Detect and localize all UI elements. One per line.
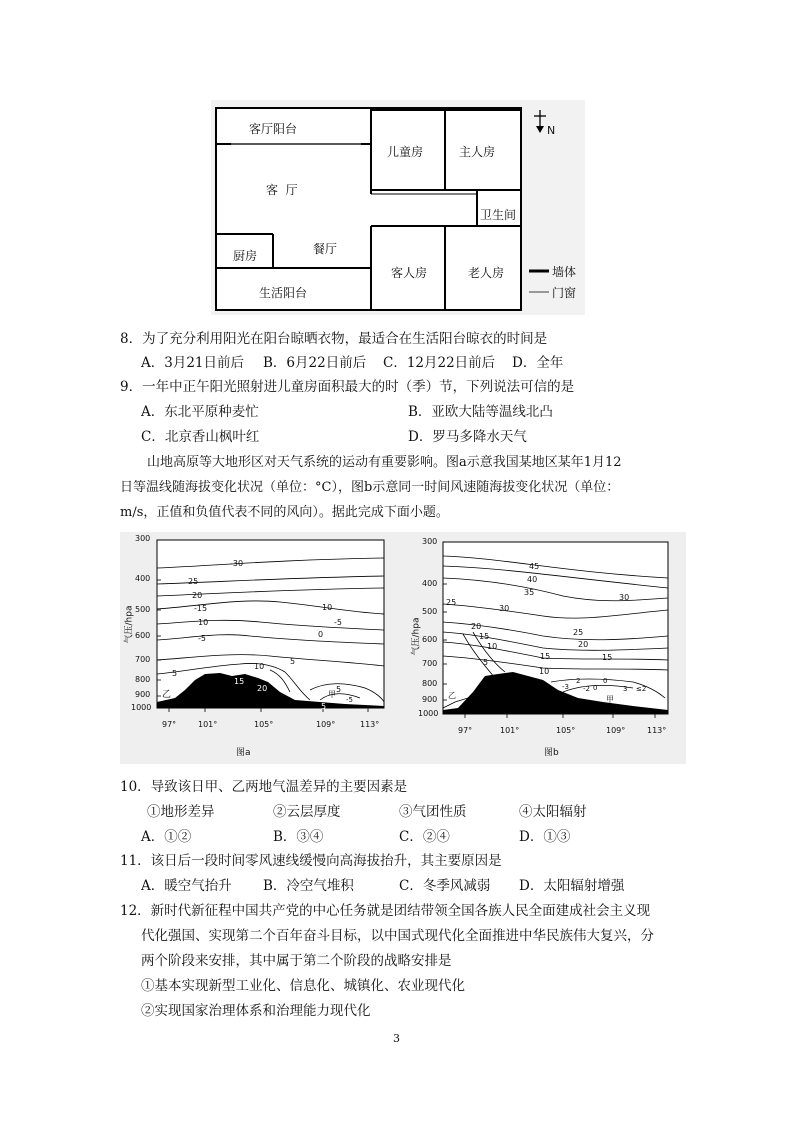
room-living-balcony: 客厅阳台 <box>249 122 298 136</box>
fig-b-ytick-1000: 1000 <box>418 709 439 718</box>
q9-option-a: A．东北平原种麦忙 <box>141 404 259 420</box>
fig-a-contour-label: -5 <box>334 618 342 627</box>
fig-a-ytick-1000: 1000 <box>131 703 152 712</box>
fig-a-ylabel: 气压/hpa <box>124 605 135 644</box>
legend-wall-label: 墙体 <box>552 265 577 279</box>
q11-option-b: B．冷空气堆积 <box>263 878 354 894</box>
legend-door-label: 门窗 <box>552 286 577 300</box>
q9-stem: 9．一年中正午阳光照射进儿童房面积最大的时（季）节，下列说法可信的是 <box>120 379 575 395</box>
fig-a-contour-label: 10 <box>254 662 265 671</box>
room-guest: 客人房 <box>391 266 428 280</box>
room-bathroom: 卫生间 <box>480 208 517 222</box>
q10-item-4: ④太阳辐射 <box>519 804 587 820</box>
fig-b-contour-label: 20 <box>471 622 482 631</box>
fig-b-xtick-109: 109° <box>606 726 626 735</box>
fig-b-contour-label: 30 <box>499 604 510 613</box>
fig-b-contour-label: -3 <box>562 683 569 691</box>
fig-a-contour-label: 10 <box>322 603 333 612</box>
fig-a-xtick-101: 101° <box>198 720 218 729</box>
q9-option-b: B．亚欧大陆等温线北凸 <box>408 404 553 420</box>
fig-b-contour-label: 10 <box>487 642 498 651</box>
intro-line-2: 日等温线随海拔变化状况（单位：°C），图b示意同一时间风速随海拔变化状况（单位： <box>120 480 620 495</box>
fig-b-ytick-800: 800 <box>422 679 438 688</box>
fig-a-contour-label: 5 <box>290 657 296 666</box>
fig-b-xtick-97: 97° <box>458 726 473 735</box>
fig-b-ytick-300: 300 <box>422 537 438 546</box>
q10-option-a: A．①② <box>141 829 192 845</box>
fig-a-contour-label: -5 <box>198 634 206 643</box>
room-service-balcony: 生活阳台 <box>259 286 308 300</box>
fig-a-caption: 图a <box>236 748 251 758</box>
fig-a-ytick-500: 500 <box>135 605 151 614</box>
fig-a-ytick-600: 600 <box>135 631 151 640</box>
fig-a-contour-label: 0 <box>318 630 324 639</box>
fig-a-contour-label: -15 <box>194 604 208 613</box>
figure-b-svg <box>403 532 686 764</box>
fig-b-contour-label: 15 <box>540 652 551 661</box>
room-living-room: 客 厅 <box>266 183 298 197</box>
q9-option-c: C．北京香山枫叶红 <box>141 429 260 445</box>
q10-option-b: B．③④ <box>273 829 324 845</box>
fig-a-contour-label: 20 <box>192 591 203 600</box>
q10-item-3: ③气团性质 <box>399 804 467 820</box>
q10-option-d: D．①③ <box>519 829 571 845</box>
q12-line-1: 12．新时代新征程中国共产党的中心任务就是团结带领全国各族人民全面建成社会主义现 <box>120 903 651 919</box>
fig-b-ytick-400: 400 <box>422 579 438 588</box>
q10-item-1: ①地形差异 <box>147 804 215 820</box>
fig-a-contour-label: 10 <box>198 618 209 627</box>
fig-b-contour-label: -2 <box>583 685 590 693</box>
fig-b-contour-label: 35 <box>524 588 535 597</box>
fig-b-label-yi: 乙 <box>448 691 456 700</box>
fig-b-contour-label: ≤2 <box>636 685 647 693</box>
fig-b-contour-label: 25 <box>573 628 584 637</box>
q11-option-a: A．暖空气抬升 <box>141 878 232 894</box>
q8-stem: 8．为了充分利用阳光在阳台晾晒衣物，最适合在生活阳台晾衣的时间是 <box>120 331 548 347</box>
q12-line-5: ②实现国家治理体系和治理能力现代化 <box>141 1003 371 1019</box>
figure-a <box>120 532 403 764</box>
fig-b-contour-label: 15 <box>479 632 490 641</box>
q9-option-d: D．罗马多降水天气 <box>408 429 527 445</box>
fig-a-contour-label: -30 <box>230 559 244 568</box>
north-label: N <box>547 124 556 137</box>
fig-a-ytick-300: 300 <box>135 534 151 543</box>
fig-a-ytick-900: 900 <box>135 690 151 699</box>
fig-b-label-jia: 甲 <box>606 695 614 704</box>
fig-b-contour-label: 2 <box>576 677 581 685</box>
q10-stem: 10．导致该日甲、乙两地气温差异的主要因素是 <box>120 779 408 795</box>
fig-b-caption: 图b <box>544 748 559 758</box>
q12-line-4: ①基本实现新型工业化、信息化、城镇化、农业现代化 <box>141 978 465 994</box>
q11-option-d: D．太阳辐射增强 <box>519 878 625 894</box>
fig-a-contour-label: 5 <box>336 685 342 694</box>
fig-a-xtick-105: 105° <box>254 720 274 729</box>
fig-b-xtick-101: 101° <box>500 726 520 735</box>
fig-b-contour-label: 40 <box>527 575 538 584</box>
floorplan-figure <box>211 100 585 315</box>
fig-b-ytick-600: 600 <box>422 635 438 644</box>
fig-b-contour-label: 20 <box>578 640 589 649</box>
fig-b-contour-label: 45 <box>529 562 540 571</box>
fig-a-contour-label: 20 <box>257 684 268 693</box>
q11-stem: 11．该日后一段时间零风速线缓慢向高海拔抬升，其主要原因是 <box>120 853 502 869</box>
fig-b-contour-label: 0 <box>603 677 608 685</box>
q10-option-c: C．②④ <box>399 829 450 845</box>
fig-b-ytick-700: 700 <box>422 659 438 668</box>
page-number: 3 <box>393 1032 400 1045</box>
fig-b-contour-label: 25 <box>446 598 457 607</box>
fig-b-contour-label: 0 <box>593 684 598 692</box>
figure-a-svg <box>120 532 403 764</box>
room-kids: 儿童房 <box>387 145 424 159</box>
fig-b-contour-label: 15 <box>602 653 613 662</box>
q8-option-d: D．全年 <box>512 355 564 371</box>
room-master: 主人房 <box>459 145 496 159</box>
fig-b-ytick-900: 900 <box>422 695 438 704</box>
figure-b <box>403 532 686 764</box>
fig-a-contour-label: 15 <box>234 677 245 686</box>
q8-option-c: C．12月22日前后 <box>383 355 496 371</box>
fig-b-contour-label: 30 <box>619 593 630 602</box>
room-elder: 老人房 <box>468 266 505 280</box>
fig-b-contour-label: 3 <box>623 685 628 693</box>
q8-option-a: A．3月21日前后 <box>141 355 245 371</box>
q12-line-2: 代化强国、实现第二个百年奋斗目标，以中国式现代化全面推进中华民族伟大复兴，分 <box>141 928 654 944</box>
fig-a-ytick-800: 800 <box>135 675 151 684</box>
fig-a-label-yi: 乙 <box>162 690 172 700</box>
q11-option-c: C．冬季风减弱 <box>399 878 491 894</box>
fig-a-xtick-97: 97° <box>162 720 177 729</box>
fig-a-contour-label: -5 <box>346 696 353 704</box>
fig-b-xtick-113: 113° <box>647 726 667 735</box>
intro-line-1: 山地高原等大地形区对天气系统的运动有重要影响。图a示意我国某地区某年1月12 <box>147 455 622 470</box>
fig-b-ytick-500: 500 <box>422 607 438 616</box>
fig-b-ylabel: 气压/hpa <box>411 617 422 656</box>
fig-a-contour-label: 5 <box>172 669 178 678</box>
fig-a-xtick-113: 113° <box>360 720 380 729</box>
intro-line-3: m/s，正值和负值代表不同的风向）。据此完成下面小题。 <box>120 505 449 520</box>
q12-line-3: 两个阶段来安排，其中属于第二个阶段的战略安排是 <box>141 953 452 969</box>
room-dining: 餐厅 <box>313 242 338 256</box>
q8-option-b: B．6月22日前后 <box>263 355 367 371</box>
fig-b-contour-label: 10 <box>539 667 550 676</box>
fig-a-contour-label: 25 <box>188 577 199 586</box>
room-kitchen: 厨房 <box>233 249 258 263</box>
fig-a-xtick-109: 109° <box>316 720 336 729</box>
fig-a-label-jia: 甲 <box>328 690 336 699</box>
q10-item-2: ②云层厚度 <box>273 804 341 820</box>
fig-a-contour-label: 5 <box>321 702 327 711</box>
fig-b-contour-label: 5 <box>483 658 489 667</box>
fig-a-ytick-700: 700 <box>135 655 151 664</box>
fig-b-xtick-105: 105° <box>556 726 576 735</box>
fig-a-ytick-400: 400 <box>135 574 151 583</box>
